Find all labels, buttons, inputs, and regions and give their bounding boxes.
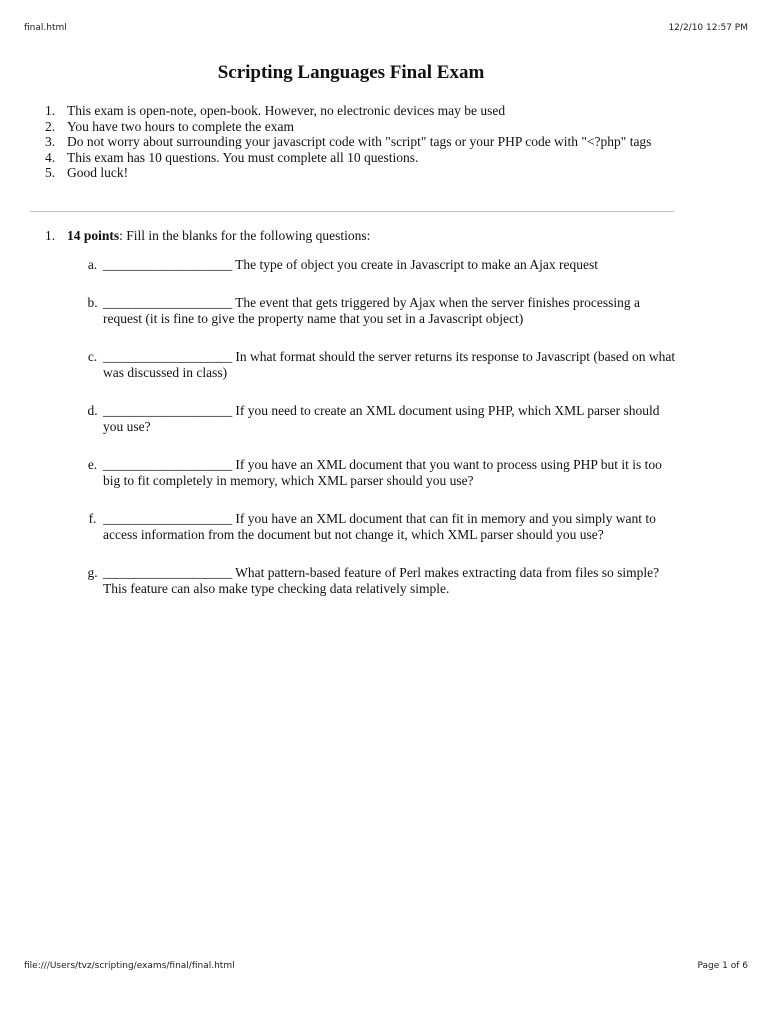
instruction-text: Good luck! bbox=[67, 165, 129, 181]
question-part-a bbox=[82, 257, 680, 273]
part-letter: d. bbox=[87, 403, 98, 418]
part-text: If you need to create an XML document using PHP, which XML parser should you use? bbox=[103, 403, 660, 434]
question-part-f bbox=[82, 511, 680, 543]
part-letter: f. bbox=[88, 511, 97, 526]
horizontal-rule bbox=[30, 211, 674, 212]
part-letter: g. bbox=[87, 565, 98, 580]
question-part-c bbox=[82, 349, 680, 381]
part-letter: b. bbox=[87, 295, 98, 310]
answer-blank: ____________________ bbox=[103, 295, 233, 310]
print-header-timestamp: 12/2/10 12:57 PM bbox=[668, 23, 748, 33]
question-prompt-text: : Fill in the blanks for the following questions: bbox=[119, 228, 371, 243]
part-letter: a. bbox=[87, 257, 98, 272]
question-part-e bbox=[82, 457, 680, 489]
question-part-b bbox=[82, 295, 680, 327]
question-1-parts bbox=[82, 257, 680, 597]
question-points: 14 points bbox=[67, 228, 120, 243]
question-1-header bbox=[45, 228, 685, 244]
instruction-number: 5. bbox=[45, 165, 56, 181]
answer-blank: ____________________ bbox=[103, 511, 233, 526]
instruction-text: You have two hours to complete the exam bbox=[67, 118, 294, 134]
instruction-number: 4. bbox=[45, 149, 56, 165]
question-prompt bbox=[67, 228, 685, 244]
part-text: In what format should the server returns its response to Javascript (based on what was discussed in class) bbox=[103, 349, 676, 380]
answer-blank: ____________________ bbox=[103, 257, 233, 272]
instruction-number: 2. bbox=[45, 118, 56, 134]
question-part-d bbox=[82, 403, 680, 435]
answer-blank: ____________________ bbox=[103, 457, 233, 472]
instruction-text: This exam has 10 questions. You must complete all 10 questions. bbox=[67, 149, 419, 165]
instruction-item bbox=[45, 119, 685, 135]
answer-blank: ____________________ bbox=[103, 349, 233, 364]
part-text: The event that gets triggered by Ajax when the server finishes processing a request (it is fine to give the property name that you set in a Javascript object) bbox=[103, 295, 641, 326]
question-number: 1. bbox=[45, 228, 56, 243]
print-footer-page-number: Page 1 of 6 bbox=[697, 961, 748, 971]
question-part-g bbox=[82, 565, 680, 597]
part-text: If you have an XML document that can fit in memory and you simply want to access information from the document but not change it, which XML parser should you use? bbox=[103, 511, 656, 542]
instruction-item bbox=[45, 134, 685, 150]
instructions-list bbox=[45, 103, 685, 181]
instruction-item bbox=[45, 103, 685, 119]
part-text: The type of object you create in Javascript to make an Ajax request bbox=[232, 257, 599, 272]
print-footer-url: file:///Users/tvz/scripting/exams/final/final.html bbox=[24, 961, 235, 971]
part-text: What pattern-based feature of Perl makes extracting data from files so simple? This feature can also make type checking data relatively simple. bbox=[103, 565, 660, 596]
instruction-item bbox=[45, 165, 685, 181]
print-header-filename: final.html bbox=[24, 23, 67, 33]
part-letter: c. bbox=[87, 349, 98, 364]
instruction-number: 3. bbox=[45, 134, 56, 150]
part-text: If you have an XML document that you want to process using PHP but it is too big to fit completely in memory, which XML parser should you use? bbox=[103, 457, 662, 488]
answer-blank: ____________________ bbox=[103, 565, 233, 580]
instruction-text: This exam is open-note, open-book. However, no electronic devices may be used bbox=[67, 103, 506, 118]
answer-blank: ____________________ bbox=[103, 403, 233, 418]
part-letter: e. bbox=[87, 457, 98, 472]
instruction-number: 1. bbox=[45, 103, 56, 118]
instruction-item bbox=[45, 150, 685, 166]
instruction-text: Do not worry about surrounding your javascript code with "script" tags or your PHP code with "<?php" tags bbox=[67, 134, 652, 150]
page-title: Scripting Languages Final Exam bbox=[217, 62, 485, 83]
